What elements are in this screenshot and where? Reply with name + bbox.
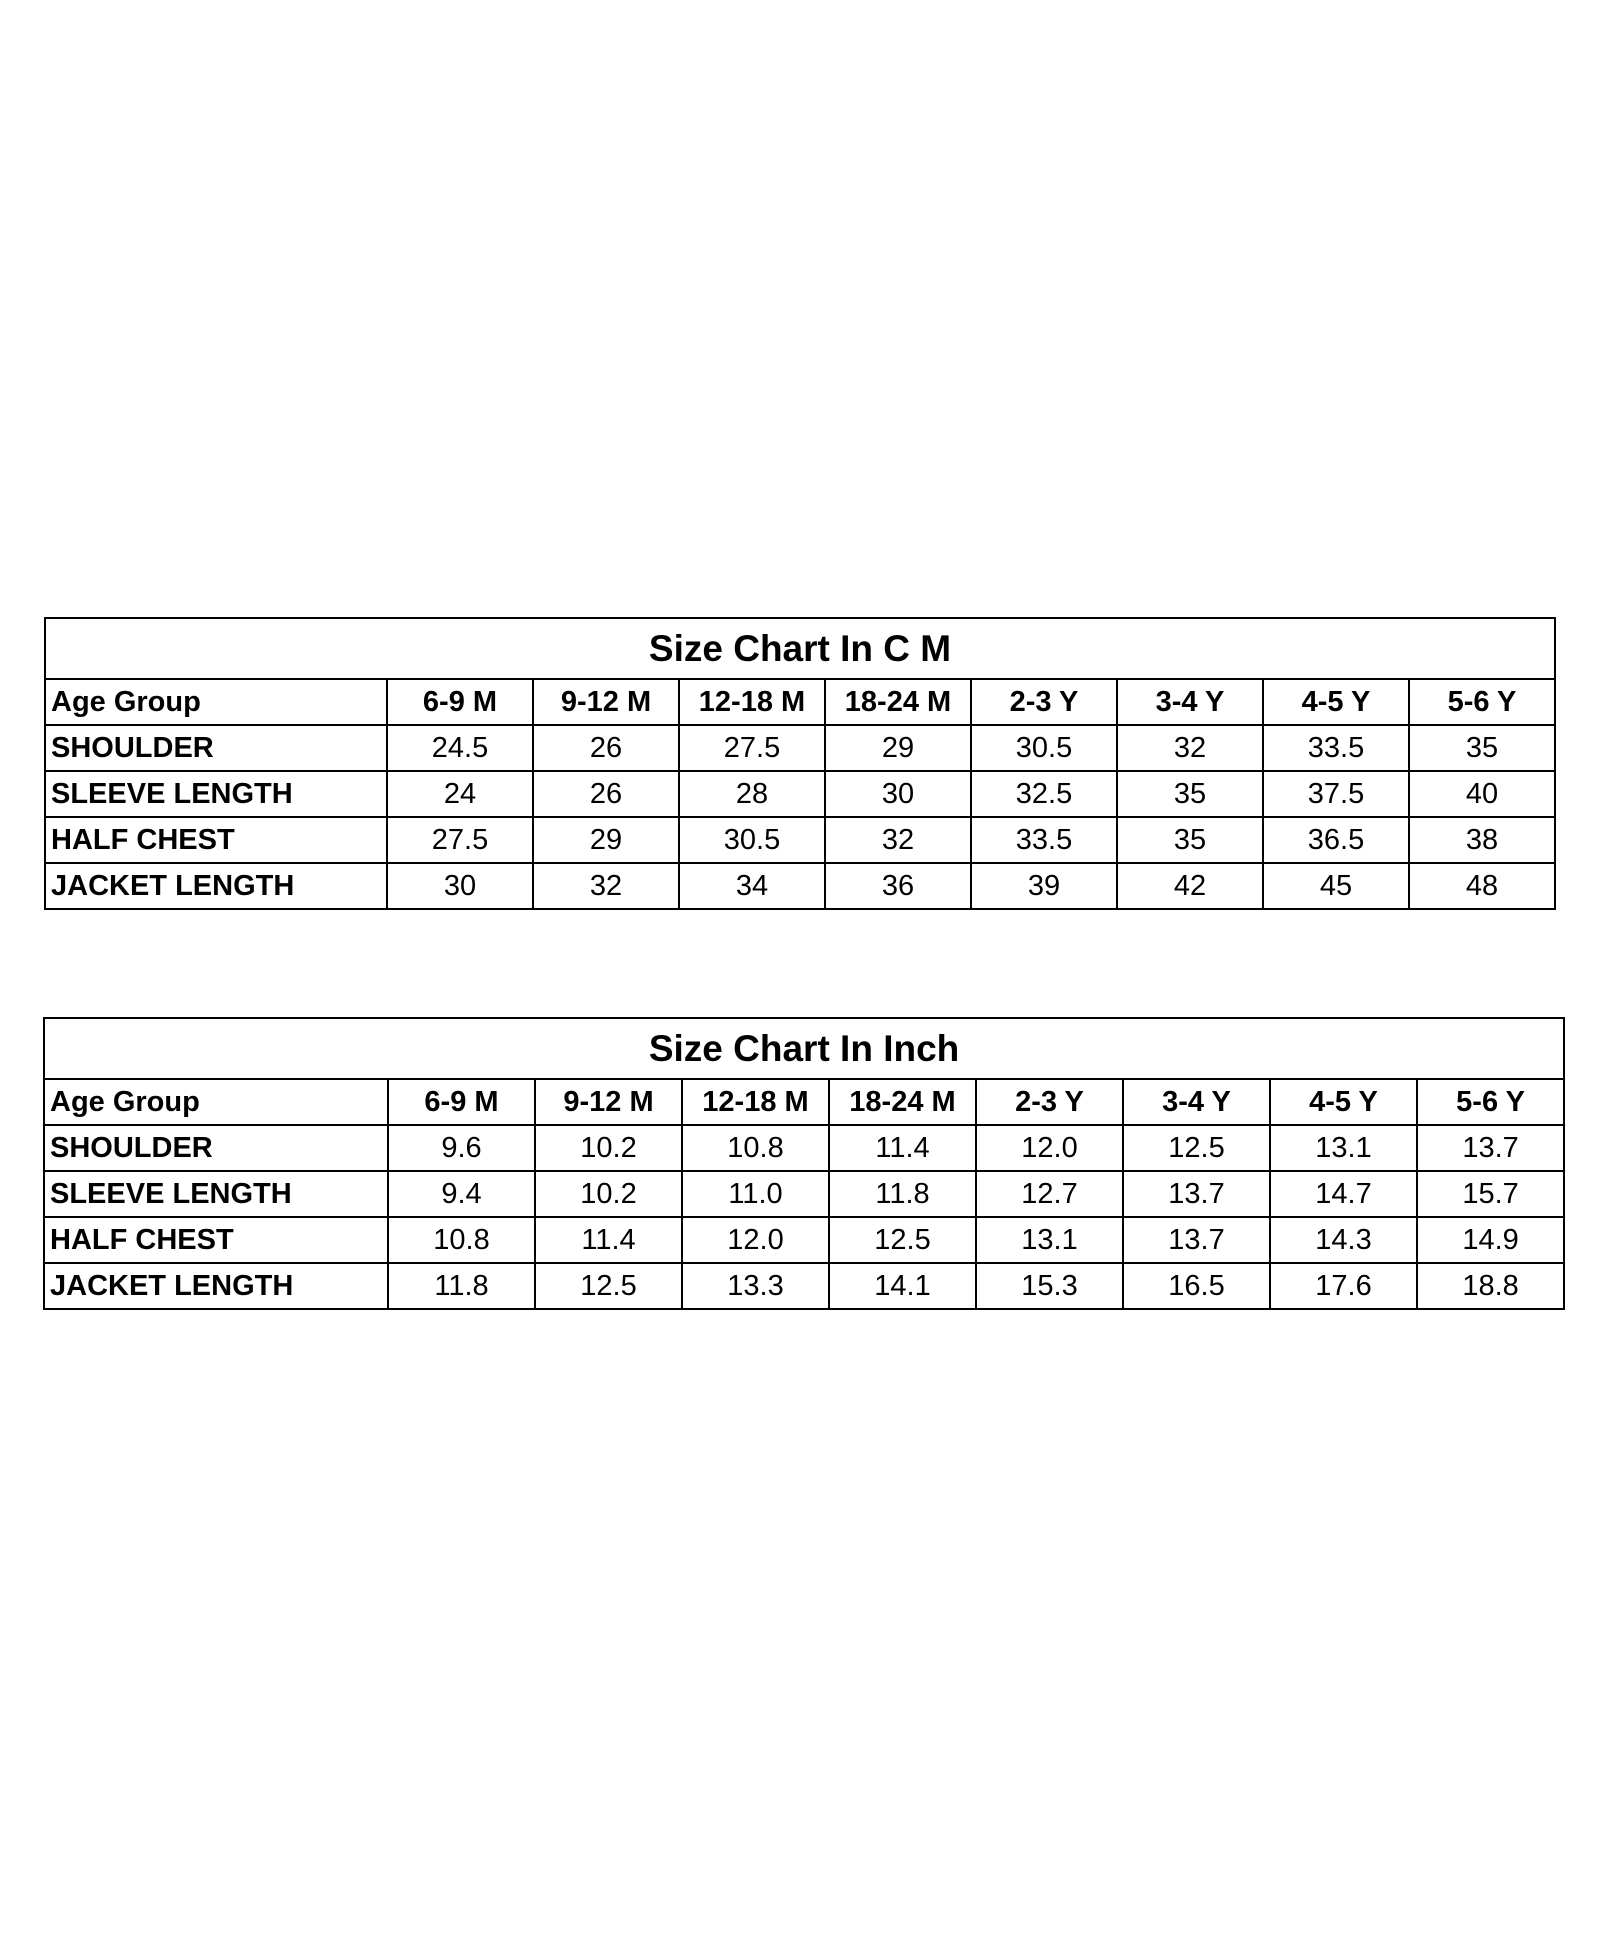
table-cell: 38: [1409, 817, 1555, 863]
row-label: SLEEVE LENGTH: [44, 1171, 388, 1217]
age-group-header: Age Group: [45, 679, 387, 725]
table-cell: 30: [387, 863, 533, 909]
size-header: 2-3 Y: [971, 679, 1117, 725]
table-cell: 15.3: [976, 1263, 1123, 1309]
table-cell: 15.7: [1417, 1171, 1564, 1217]
size-header: 9-12 M: [535, 1079, 682, 1125]
row-label: SHOULDER: [45, 725, 387, 771]
table-cell: 48: [1409, 863, 1555, 909]
table-row: [45, 817, 1555, 863]
table-cell: 11.4: [829, 1125, 976, 1171]
table-cell: 26: [533, 725, 679, 771]
table-cell: 30.5: [971, 725, 1117, 771]
table-cell: 28: [679, 771, 825, 817]
header-row: [45, 679, 1555, 725]
table-row: [45, 725, 1555, 771]
table-row: [45, 771, 1555, 817]
table-cell: 13.1: [1270, 1125, 1417, 1171]
size-chart-inch-table: [43, 1017, 1565, 1310]
table-cell: 13.7: [1123, 1171, 1270, 1217]
row-label: HALF CHEST: [44, 1217, 388, 1263]
size-header: 5-6 Y: [1417, 1079, 1564, 1125]
table-cell: 16.5: [1123, 1263, 1270, 1309]
table-cell: 24: [387, 771, 533, 817]
table-row: [45, 863, 1555, 909]
table-cell: 13.7: [1123, 1217, 1270, 1263]
size-chart-cm-table: [44, 617, 1556, 910]
table-cell: 14.3: [1270, 1217, 1417, 1263]
table-cell: 10.2: [535, 1171, 682, 1217]
size-header: 18-24 M: [829, 1079, 976, 1125]
size-header: 2-3 Y: [976, 1079, 1123, 1125]
size-header: 5-6 Y: [1409, 679, 1555, 725]
table-cell: 32: [825, 817, 971, 863]
table-cell: 17.6: [1270, 1263, 1417, 1309]
row-label: HALF CHEST: [45, 817, 387, 863]
table-cell: 10.2: [535, 1125, 682, 1171]
table-cell: 11.4: [535, 1217, 682, 1263]
table-cell: 40: [1409, 771, 1555, 817]
table-cell: 27.5: [387, 817, 533, 863]
size-header: 6-9 M: [387, 679, 533, 725]
table-cell: 24.5: [387, 725, 533, 771]
title-row: [45, 618, 1555, 679]
table-cell: 29: [533, 817, 679, 863]
table-cell: 32: [533, 863, 679, 909]
table-cell: 36.5: [1263, 817, 1409, 863]
row-label: SHOULDER: [44, 1125, 388, 1171]
row-label: SLEEVE LENGTH: [45, 771, 387, 817]
table-cell: 10.8: [388, 1217, 535, 1263]
size-header: 3-4 Y: [1123, 1079, 1270, 1125]
table-row: [44, 1171, 1564, 1217]
size-header: 12-18 M: [679, 679, 825, 725]
table-cell: 18.8: [1417, 1263, 1564, 1309]
table-cell: 45: [1263, 863, 1409, 909]
table-cell: 35: [1117, 817, 1263, 863]
table-cell: 34: [679, 863, 825, 909]
table-cell: 14.1: [829, 1263, 976, 1309]
table-cell: 30: [825, 771, 971, 817]
table-cell: 14.7: [1270, 1171, 1417, 1217]
age-group-header: Age Group: [44, 1079, 388, 1125]
table-cell: 26: [533, 771, 679, 817]
table-cell: 12.0: [682, 1217, 829, 1263]
table-row: [44, 1217, 1564, 1263]
table-cell: 33.5: [1263, 725, 1409, 771]
table-cell: 11.0: [682, 1171, 829, 1217]
table-cell: 33.5: [971, 817, 1117, 863]
table-cell: 27.5: [679, 725, 825, 771]
row-label: JACKET LENGTH: [45, 863, 387, 909]
table-cell: 11.8: [388, 1263, 535, 1309]
table-title: Size Chart In Inch: [44, 1018, 1564, 1079]
size-header: 18-24 M: [825, 679, 971, 725]
table-cell: 12.5: [829, 1217, 976, 1263]
table-title: Size Chart In C M: [45, 618, 1555, 679]
table-cell: 13.1: [976, 1217, 1123, 1263]
table-cell: 14.9: [1417, 1217, 1564, 1263]
table-cell: 12.5: [1123, 1125, 1270, 1171]
row-label: JACKET LENGTH: [44, 1263, 388, 1309]
size-header: 4-5 Y: [1263, 679, 1409, 725]
size-header: 3-4 Y: [1117, 679, 1263, 725]
table-cell: 12.5: [535, 1263, 682, 1309]
table-row: [44, 1263, 1564, 1309]
table-cell: 13.3: [682, 1263, 829, 1309]
table-cell: 9.4: [388, 1171, 535, 1217]
size-header: 4-5 Y: [1270, 1079, 1417, 1125]
table-cell: 10.8: [682, 1125, 829, 1171]
header-row: [44, 1079, 1564, 1125]
table-row: [44, 1125, 1564, 1171]
table-cell: 35: [1409, 725, 1555, 771]
table-cell: 36: [825, 863, 971, 909]
table-cell: 12.7: [976, 1171, 1123, 1217]
size-header: 9-12 M: [533, 679, 679, 725]
table-cell: 9.6: [388, 1125, 535, 1171]
table-cell: 32.5: [971, 771, 1117, 817]
table-cell: 11.8: [829, 1171, 976, 1217]
table-cell: 29: [825, 725, 971, 771]
table-cell: 37.5: [1263, 771, 1409, 817]
table-cell: 32: [1117, 725, 1263, 771]
size-header: 12-18 M: [682, 1079, 829, 1125]
table-cell: 35: [1117, 771, 1263, 817]
table-cell: 30.5: [679, 817, 825, 863]
table-cell: 39: [971, 863, 1117, 909]
table-cell: 12.0: [976, 1125, 1123, 1171]
size-header: 6-9 M: [388, 1079, 535, 1125]
title-row: [44, 1018, 1564, 1079]
table-cell: 13.7: [1417, 1125, 1564, 1171]
table-cell: 42: [1117, 863, 1263, 909]
